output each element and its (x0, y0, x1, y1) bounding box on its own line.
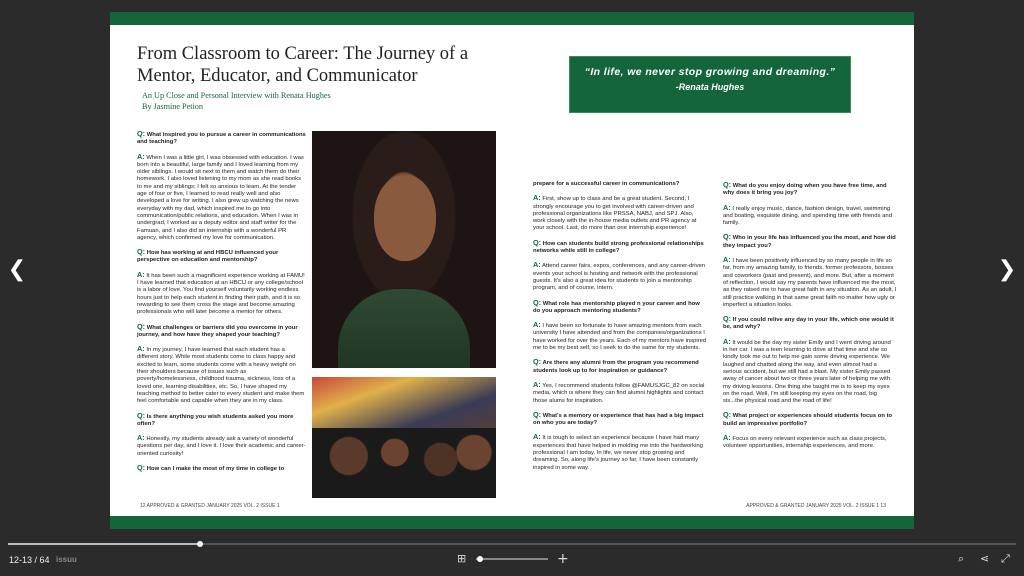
search-button[interactable] (958, 552, 964, 566)
question-continued: prepare for a successful career in communications? (533, 181, 680, 187)
answer-text: Attend career fairs, expos, conferences, and any career-driven events your school is hosting and network with the professional guests. It's also a great idea for students to join a mentorship program, and of course, intern. (533, 263, 706, 292)
grid-icon: ⊞ (457, 552, 467, 565)
question-text: What do you enjoy doing when you have free time, and why does it bring you joy? (723, 183, 887, 197)
plus-icon: + (557, 551, 569, 567)
question-text: What role has mentorship played n your career and how do you approach mentoring students? (533, 300, 700, 314)
answer-text: I have been positively influenced by so many people in life so far, from my amazing family, to friends, former professors, bosses and coworkers (past and present), and more. But, after a moment of reflection, I would say my parents have influenced me the most, as they raised me to have great faith in any situation. As an adult, I still practice walking in that same great faith no matter how ugly or imperfect a situation looks. (723, 258, 897, 308)
group-photo (312, 377, 496, 498)
question-text: Is there anything you wish students asked you more often? (137, 413, 294, 427)
interview-question (137, 248, 307, 265)
portrait-photo (312, 131, 496, 368)
chevron-left-icon: ❮ (7, 257, 27, 282)
reading-progress-bar[interactable] (8, 543, 1016, 545)
question-text: What's a memory or experience that has had a big impact on who you are today? (533, 412, 704, 427)
question-tag: Q: (137, 129, 146, 138)
right-page (512, 25, 914, 516)
answer-tag: A: (723, 433, 731, 443)
question-tag: Q: (723, 314, 732, 324)
reading-progress-fill (8, 543, 200, 545)
answer-text: First, show up to class and be a great student. Second, I strongly encourage you to get involved with career-driven and professional organizations like PRSSA, NABJ, and SPJ. Also, work closely with the in-house media outlets and PR agency at your school. Last, do more than one internship experience! (533, 196, 697, 232)
interview-question (533, 358, 707, 375)
brand-logo[interactable]: issuu (56, 555, 77, 564)
question-text: How can I make the most of my time in college to (146, 465, 285, 472)
question-tag: Q: (137, 410, 146, 420)
question-text: How can students build strong professional relationships networks while still in college? (533, 240, 704, 255)
answer-text: I have been so fortunate to have amazing mentors from each university I have attended and from the companies/organizations I have worked for over the years. Each of my mentors have inspired me to be my best self, so I seek to do the same for my students. (533, 323, 707, 352)
interview-answer (723, 434, 897, 451)
answer-text: Honestly, my students already ask a variety of wonderful questions per day, and I love it. I love their academic and career-oriented curiosity! (137, 436, 306, 457)
answer-text: It has been such a magnificent experience working at FAMU! I have learned that education at an HBCU or any college/school is a labor of love. You find yourself voluntarily working endless hours just to help each student in finding their path, and it is so rewarding to see them cross the stage and become amazing professionals who will later become a mentor for others. (137, 272, 305, 316)
left-column (137, 130, 307, 479)
answer-tag: A: (533, 260, 541, 270)
question-tag: Q: (137, 247, 146, 257)
article-subtitle: An Up Close and Personal Interview with Renata Hughes (142, 91, 331, 100)
left-page (110, 25, 512, 516)
question-text: If you could relive any day in your life, which one would it be, and why? (723, 317, 894, 331)
footer-right: APPROVED & GRANTED JANUARY 2025 VOL. 2 ISSUE 1 13 (746, 503, 886, 509)
answer-text: It would be the day my sister Emily and I went driving around in her car. I was a teen learning to drive at that time and she so kindly took me out to help me gain some driving experience. We laughed and chatted along the way, and even almost had a serious accident, but we still had a blast. My sister Emily passed away of cancer about two or three years later of helping me with my driving lessons. One thing she taught me is to keep my eyes on the road. Well, I'm still keeping my eyes on the road, big sis...the physical road and the road of life! (723, 339, 891, 405)
answer-tag: A: (533, 193, 541, 203)
share-icon: ⋖ (980, 552, 990, 565)
fullscreen-button[interactable] (1001, 552, 1010, 566)
interview-question (533, 239, 707, 256)
interview-question (723, 233, 897, 250)
grid-view-button[interactable] (457, 552, 466, 566)
article-title: From Classroom to Career: The Journey of a Mentor, Educator, and Communicator (137, 44, 469, 86)
question-tag: Q: (533, 409, 542, 419)
zoom-slider-handle[interactable] (477, 556, 483, 562)
page-spread (110, 12, 914, 529)
fullscreen-icon: ⤢ (1001, 552, 1010, 565)
interview-answer (137, 271, 307, 317)
answer-tag: A: (137, 344, 145, 354)
right-column (723, 181, 897, 457)
interview-answer (533, 261, 707, 292)
answer-text: It is tough to select an experience because I have had many experiences that have helped in molding me into the hardworking professional I am today. In life, we never stop growing and dreaming. So, along life's journey so far, I have been constantly inspired in some way. (533, 435, 703, 471)
answer-tag: A: (137, 433, 145, 443)
question-text: How has working at and HBCU influenced your perspective on education and mentorship? (137, 250, 279, 264)
interview-answer (723, 338, 897, 406)
question-tag: Q: (137, 321, 146, 331)
search-icon: ⌕ (958, 552, 965, 565)
zoom-slider[interactable] (476, 558, 548, 560)
pull-quote (569, 56, 851, 113)
interview-question (723, 411, 897, 428)
page-counter: 12-13 / 64 (9, 555, 50, 565)
interview-question (137, 412, 307, 429)
interview-answer (137, 153, 307, 243)
question-text: What project or experiences should students focus on to build an impressive portfolio? (723, 413, 893, 427)
next-page-button[interactable] (995, 258, 1019, 282)
answer-text: I really enjoy music, dance, fashion design, travel, swimming and boating, exquisite dining, and spending time with friends and family. (723, 205, 892, 227)
article-byline: By Jasmine Petion (142, 102, 203, 111)
interview-question (533, 411, 707, 428)
interview-answer (723, 256, 897, 309)
reading-progress-handle[interactable] (197, 541, 203, 547)
footer-left: 12 APPROVED & GRANTED JANUARY 2025 VOL. 2 ISSUE 1 (140, 503, 280, 509)
answer-tag: A: (137, 269, 145, 279)
interview-question (137, 464, 307, 473)
interview-answer (533, 433, 707, 471)
portrait-shirt (338, 289, 470, 368)
share-button[interactable] (980, 552, 989, 566)
chevron-right-icon: ❯ (997, 257, 1017, 282)
question-tag: Q: (533, 237, 542, 247)
interview-answer (723, 204, 897, 228)
answer-text: Focus on every relevant experience such as class projects, volunteer opportunities, internship experiences, and more. (723, 436, 887, 450)
header-band (110, 12, 914, 25)
middle-column (533, 181, 707, 478)
interview-answer (533, 321, 707, 352)
question-tag: Q: (723, 232, 732, 242)
portrait-face (374, 175, 436, 261)
interview-answer (533, 194, 707, 232)
footer-band (110, 516, 914, 529)
answer-tag: A: (723, 336, 731, 346)
interview-question (723, 315, 897, 332)
answer-text: Yes, I recommend students follow @FAMUSJGC_82 on social media, which is where they can find alumni highlights and contact those alums for inspiration. (533, 382, 705, 404)
question-tag: Q: (533, 357, 542, 367)
question-tag: Q: (723, 180, 732, 189)
answer-tag: A: (533, 432, 541, 442)
viewer-toolbar (0, 536, 1024, 576)
answer-text: In my journey, I have learned that each student has a different story. While most students come to class happy and excited to learn, some students come with a heavy weight on their shoulders because of issues such as poverty/homelessness, childhood trauma, sickness, loss of a loved one, learning disabilities, etc. So, I have shaped my teaching method to better cater to every student and make them feel comfortable and capable when they are in my class. (137, 347, 305, 405)
answer-tag: A: (533, 379, 541, 389)
interview-answer (533, 381, 707, 405)
question-tag: Q: (137, 462, 146, 472)
question-text: What inspired you to pursue a career in communications and teaching? (137, 132, 306, 146)
pull-quote-author: -Renata Hughes (675, 82, 745, 92)
answer-tag: A: (533, 320, 541, 330)
question-tag: Q: (533, 297, 542, 307)
interview-question (137, 130, 307, 147)
previous-page-button[interactable] (5, 258, 29, 282)
interview-question (137, 323, 307, 340)
interview-question (723, 181, 897, 198)
pull-quote-text: “In life, we never stop growing and dreaming.” (584, 66, 836, 78)
group-photo-crowd (312, 428, 496, 498)
question-text: Who in your life has influenced you the most, and how did they impact you? (723, 235, 896, 249)
answer-tag: A: (137, 151, 145, 161)
question-text: Are there any alumni from the program you recommend students look up to for inspiration or guidance? (533, 360, 699, 374)
question-text: What challenges or barriers did you overcome in your journey, and how have they shaped your teaching? (137, 324, 298, 338)
answer-text: When I was a little girl, I was obsessed with education. I was born into a beautiful, large family and I loved learning from my older siblings. I would sit next to them and watch them do their homework. I also loved listening to my mom as she read books to me and my siblings; I felt so anxious to learn. At the tender age of four or five, I learned to read really well and also developed a love for writing. I also grew up watching the news everyday with my dad, which inspired me to go into communication/public relations, and education. When I was in undergrad, I worked as a deputy editor and staff writer for the Famuan, and I also did an internship with a wonderful PR agency, which confirmed my love for communication. (137, 154, 304, 241)
interview-question (533, 299, 707, 316)
interview-answer (137, 345, 307, 405)
answer-tag: A: (723, 255, 731, 265)
question-tag: Q: (723, 410, 732, 420)
interview-answer (137, 434, 307, 458)
answer-tag: A: (723, 202, 731, 212)
zoom-in-button[interactable] (557, 552, 569, 566)
